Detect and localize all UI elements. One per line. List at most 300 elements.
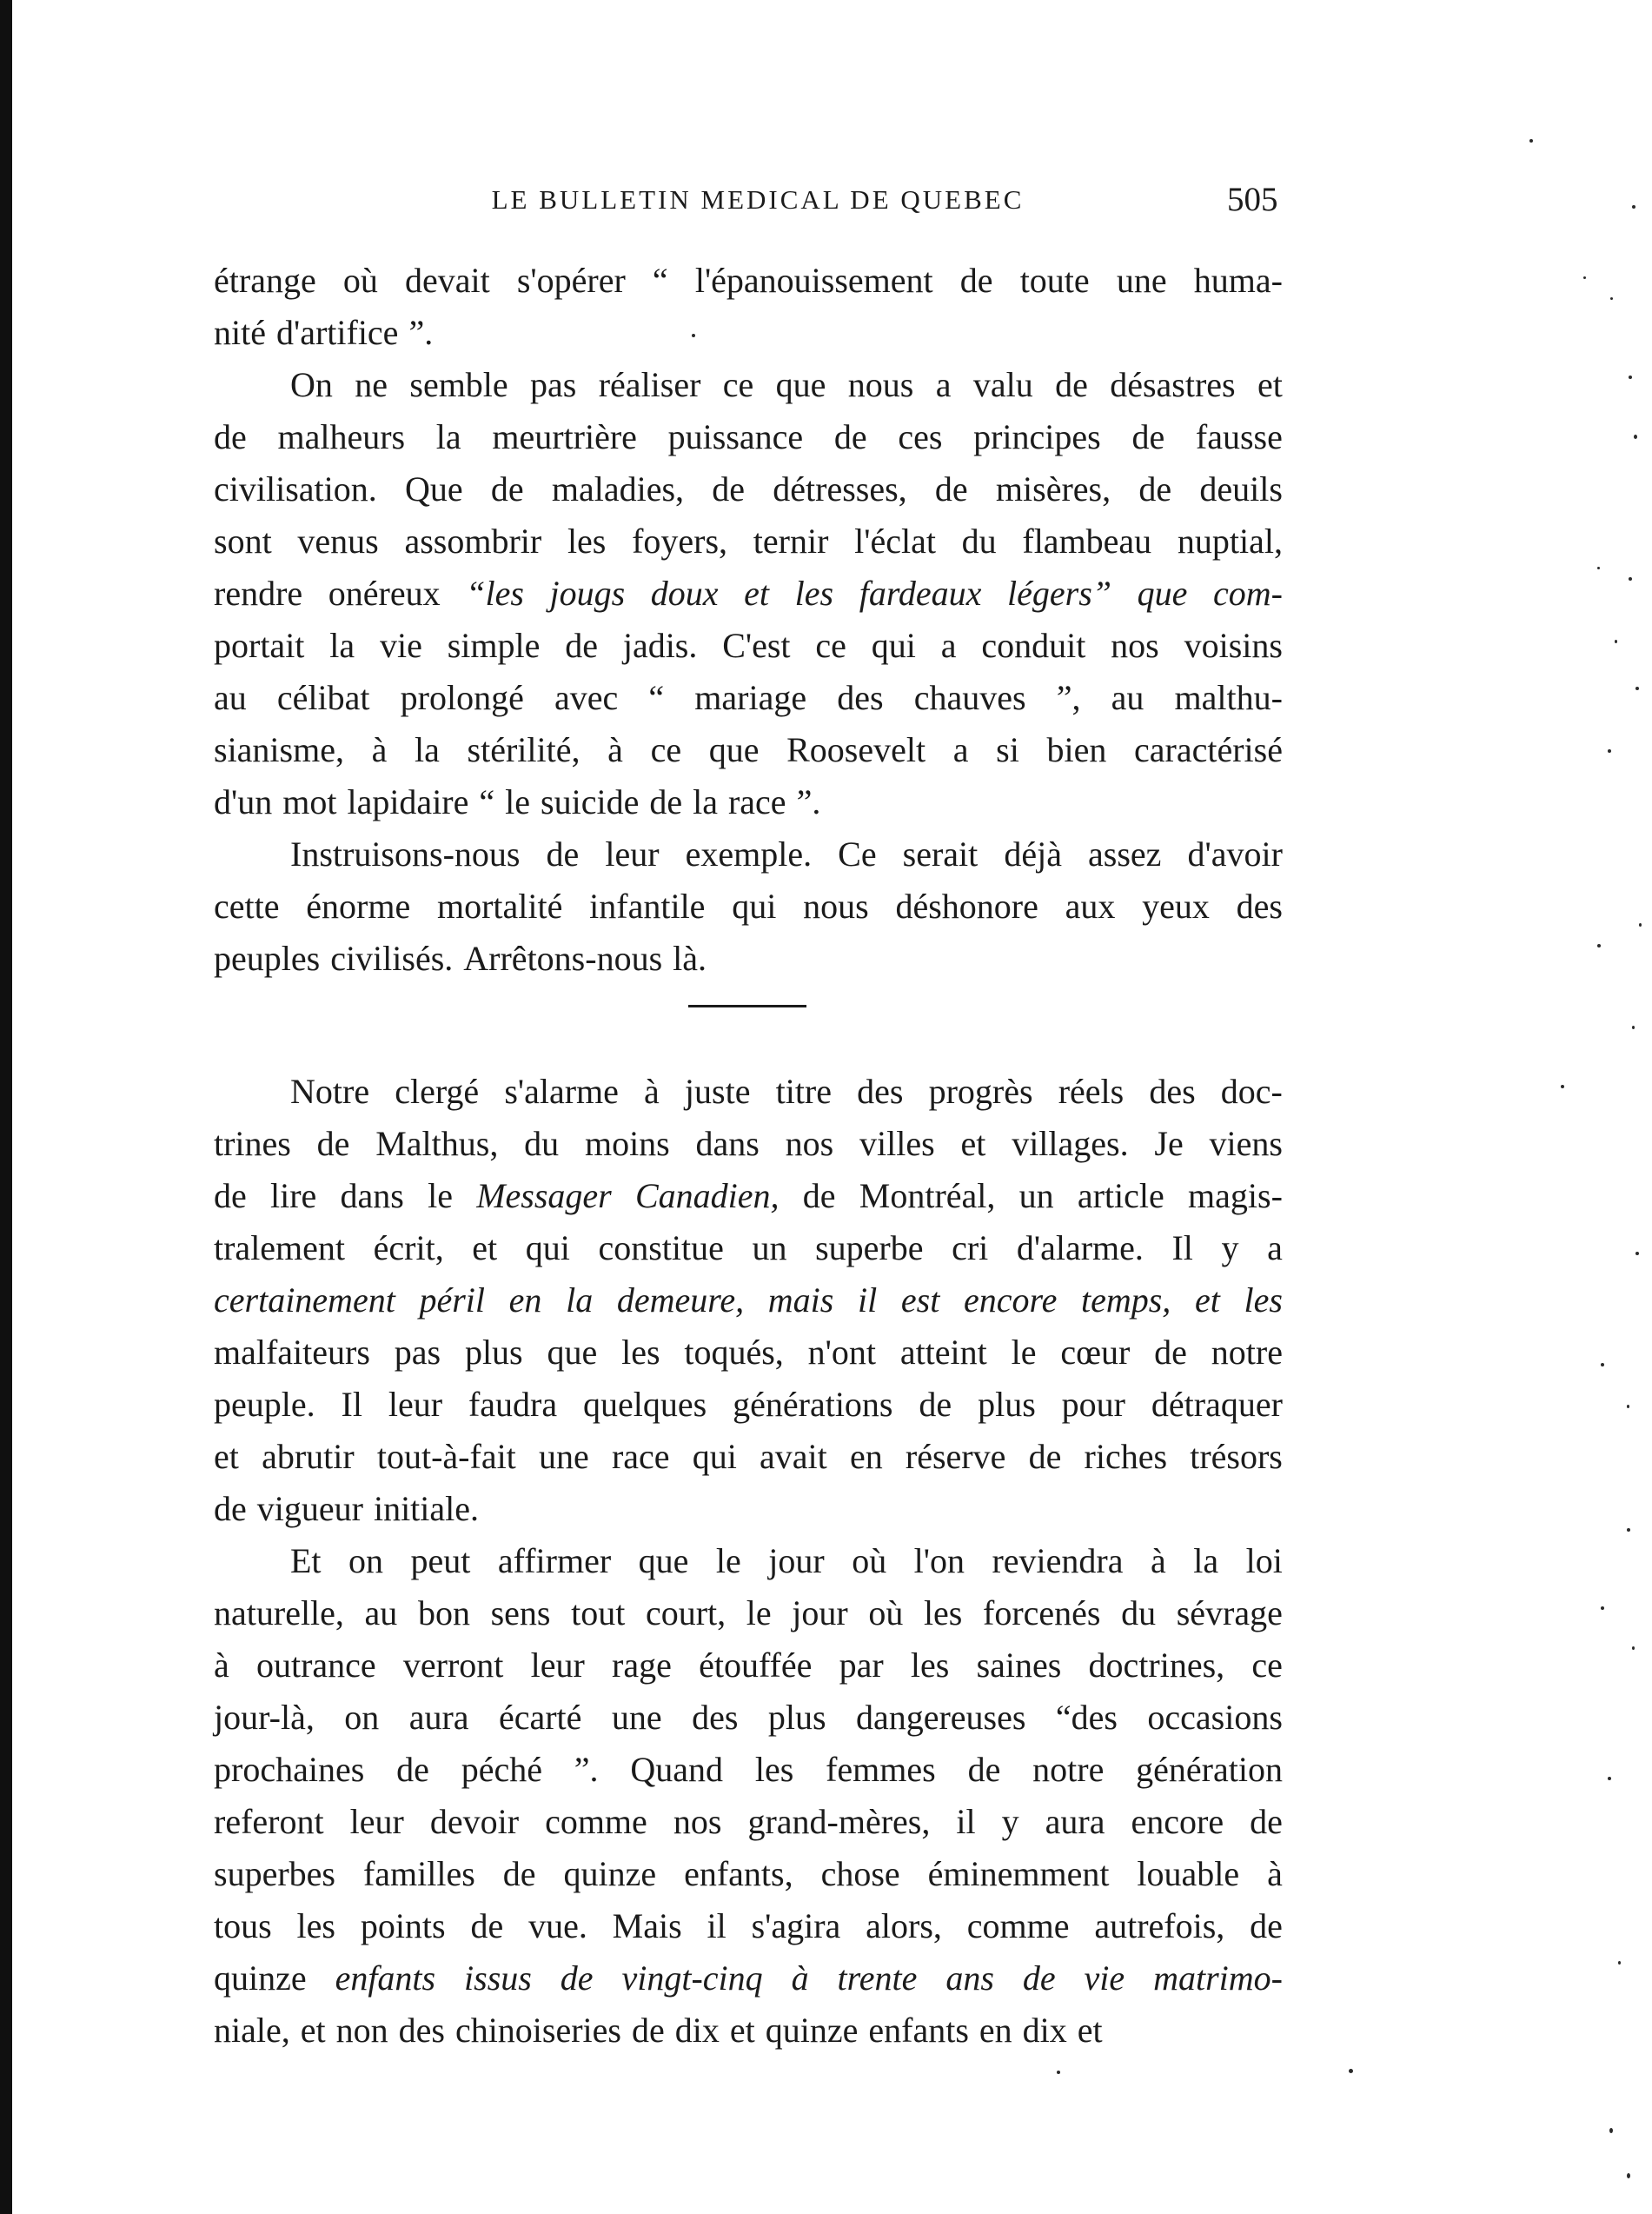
word: encore <box>963 1280 1058 1320</box>
word: s'alarme <box>504 1072 619 1111</box>
word: rage <box>612 1646 672 1685</box>
word: ”, <box>1056 678 1081 717</box>
word: qui <box>525 1228 570 1267</box>
word: à <box>644 1072 660 1111</box>
word: serait <box>902 834 979 874</box>
word: vie <box>379 626 422 665</box>
word: génération <box>1136 1750 1283 1789</box>
word: de <box>1138 469 1172 509</box>
word: de <box>502 1854 536 1893</box>
word: de <box>214 417 247 456</box>
word: désastres <box>1110 365 1236 404</box>
word: malheurs <box>277 417 406 456</box>
word: reviendra <box>992 1541 1124 1580</box>
word: mais <box>767 1280 834 1320</box>
word: mortalité <box>436 887 563 926</box>
word: ce <box>650 730 682 769</box>
text-line <box>214 1900 1283 1952</box>
word: il <box>956 1802 976 1841</box>
word: conduit <box>981 626 1086 665</box>
word: bien <box>1046 730 1107 769</box>
word: le <box>505 782 531 821</box>
word: enfants <box>335 1958 436 1998</box>
text-line <box>214 1170 1283 1222</box>
word: bon <box>417 1593 470 1632</box>
word: de <box>1131 417 1165 456</box>
word: de <box>1154 1333 1187 1372</box>
word: le <box>746 1593 772 1632</box>
word: assombrir <box>404 522 542 561</box>
word: et <box>1257 365 1283 404</box>
word: jadis. <box>622 626 698 665</box>
word: qui <box>871 626 916 665</box>
word: ce <box>722 365 754 404</box>
word: il <box>707 1906 726 1945</box>
word: assez <box>1088 834 1162 874</box>
word: de <box>959 261 993 300</box>
paragraph <box>214 1066 1283 1535</box>
word: peuple. <box>214 1385 315 1424</box>
word: quinze <box>214 1958 307 1998</box>
word: de <box>632 2011 665 2050</box>
word: nos <box>673 1802 722 1841</box>
word: Notre <box>290 1072 370 1111</box>
word: “ <box>479 782 495 821</box>
word: la <box>1193 1541 1219 1580</box>
word: trente <box>837 1958 918 1998</box>
text-line <box>214 828 1283 881</box>
word: de <box>1028 1437 1062 1476</box>
word: les <box>910 1646 950 1685</box>
word: vue. <box>528 1906 587 1945</box>
word: cette <box>214 887 280 926</box>
word: nos <box>785 1124 834 1163</box>
word: réaliser <box>598 365 701 404</box>
word: foyers, <box>632 522 728 561</box>
word: que <box>708 730 760 769</box>
word: des <box>857 1072 904 1111</box>
text-line <box>214 1952 1283 2005</box>
word: plus <box>464 1333 523 1372</box>
paragraph <box>214 359 1283 828</box>
word: nos <box>1111 626 1159 665</box>
word: générations <box>733 1385 893 1424</box>
word: puissance <box>667 417 804 456</box>
word: un <box>1018 1176 1054 1215</box>
word: et <box>214 1437 239 1476</box>
word: mariage <box>694 678 807 717</box>
text-line <box>214 515 1283 568</box>
word: nité <box>214 313 266 352</box>
word: semble <box>409 365 508 404</box>
word: on <box>348 1541 384 1580</box>
word: malfaiteurs <box>214 1333 370 1372</box>
word: que <box>547 1333 598 1372</box>
word: si <box>996 730 1019 769</box>
word: non <box>335 2011 388 2050</box>
word: a <box>935 365 952 404</box>
text-line <box>214 1379 1283 1431</box>
word: ”. <box>796 782 821 821</box>
word: d'un <box>214 782 273 821</box>
word: que <box>1137 574 1188 613</box>
word: à <box>791 1958 809 1998</box>
word: “les <box>466 574 524 613</box>
section-divider-rule <box>688 1005 806 1007</box>
word: le <box>715 1541 741 1580</box>
word: outrance <box>255 1646 376 1685</box>
text-line <box>214 1431 1283 1483</box>
word: matrimo- <box>1153 1958 1283 1998</box>
word: dans <box>340 1176 404 1215</box>
word: chauves <box>913 678 1026 717</box>
word: célibat <box>276 678 370 717</box>
word: de <box>565 626 598 665</box>
word: ne <box>355 365 388 404</box>
text-line <box>214 1692 1283 1744</box>
paragraph <box>214 1535 1283 2057</box>
word: à <box>607 730 623 769</box>
word: notre <box>1032 1750 1105 1789</box>
word: réels <box>1058 1072 1125 1111</box>
word: écrit, <box>373 1228 444 1267</box>
word: vingt-cinq <box>621 1958 763 1998</box>
page-number: 505 <box>1227 181 1278 218</box>
word: quinze <box>765 2011 859 2050</box>
word: Malthus, <box>375 1124 499 1163</box>
word: un <box>752 1228 787 1267</box>
word: à <box>1267 1854 1283 1893</box>
word: de <box>1250 1906 1283 1945</box>
text-line <box>214 255 1283 307</box>
word: étrange <box>214 261 316 300</box>
text-line <box>214 1326 1283 1379</box>
word: péril <box>419 1280 486 1320</box>
word: la <box>415 730 440 769</box>
word: pas <box>394 1333 441 1372</box>
word: jour <box>768 1541 825 1580</box>
word: une <box>538 1437 589 1476</box>
word: leur <box>388 1385 443 1424</box>
binding-edge <box>0 0 12 2214</box>
word: dangereuses <box>855 1698 1026 1737</box>
word: réserve <box>905 1437 1006 1476</box>
section-divider <box>214 985 1283 1066</box>
word: avait <box>760 1437 827 1476</box>
word: demeure, <box>616 1280 745 1320</box>
word: plus <box>978 1385 1036 1424</box>
text-line <box>214 724 1283 776</box>
word: quinze <box>563 1854 657 1893</box>
word: de <box>712 469 746 509</box>
word: juste <box>684 1072 751 1111</box>
word: du <box>1121 1593 1157 1632</box>
word: Roosevelt <box>786 730 926 769</box>
word: d'avoir <box>1187 834 1283 874</box>
word: où <box>342 261 378 300</box>
word: ”. <box>574 1750 599 1789</box>
word: à <box>214 1646 229 1685</box>
text-line <box>214 776 1283 828</box>
word: à <box>371 730 388 769</box>
word: autrefois, <box>1094 1906 1225 1945</box>
word: villes <box>859 1124 935 1163</box>
text-line <box>214 672 1283 724</box>
word: de <box>833 417 867 456</box>
word: Instruisons-nous <box>290 834 521 874</box>
word: enfants <box>868 2011 969 2050</box>
word: Que <box>405 469 463 509</box>
word: et <box>300 2011 326 2050</box>
text-line <box>214 1848 1283 1900</box>
word: race <box>727 782 786 821</box>
text-line <box>214 568 1283 620</box>
word: mot <box>282 782 337 821</box>
word: énorme <box>306 887 411 926</box>
word: et <box>472 1228 498 1267</box>
word: familles <box>362 1854 475 1893</box>
word: femmes <box>826 1750 936 1789</box>
word: de <box>919 1385 952 1424</box>
word: ce <box>815 626 846 665</box>
word: éminemment <box>927 1854 1110 1893</box>
word: le <box>428 1176 453 1215</box>
word: le <box>1011 1333 1037 1372</box>
word: naturelle, <box>214 1593 344 1632</box>
word: la <box>435 417 461 456</box>
word: jougs <box>549 574 626 613</box>
word: jour <box>792 1593 848 1632</box>
word: trésors <box>1190 1437 1283 1476</box>
word: tout <box>571 1593 626 1632</box>
word: aux <box>1065 887 1116 926</box>
word: voisins <box>1184 626 1283 665</box>
word: étouffée <box>699 1646 813 1685</box>
word: lapidaire <box>347 782 469 821</box>
word: flambeau <box>1022 522 1152 561</box>
word: initiale. <box>373 1489 480 1528</box>
word: infantile <box>589 887 706 926</box>
word: comme <box>545 1802 647 1841</box>
word: villages. <box>1012 1124 1129 1163</box>
word: s'agira <box>751 1906 841 1945</box>
word: onéreux <box>328 574 441 613</box>
word: de <box>316 1124 350 1163</box>
word: de <box>546 834 580 874</box>
text-line <box>214 1274 1283 1326</box>
text-line <box>214 1535 1283 1587</box>
word: enfants, <box>684 1854 793 1893</box>
word: n'ont <box>807 1333 876 1372</box>
word: constitue <box>598 1228 724 1267</box>
paragraph <box>214 255 1283 359</box>
word: peuples <box>214 939 321 978</box>
word: ce <box>1251 1646 1283 1685</box>
text-line <box>214 411 1283 463</box>
word: détraquer <box>1151 1385 1283 1424</box>
word: maladies, <box>551 469 685 509</box>
word: est <box>900 1280 940 1320</box>
word: déjà <box>1004 834 1062 874</box>
word: doc- <box>1220 1072 1283 1111</box>
word: de <box>214 1489 247 1528</box>
word: où <box>852 1541 887 1580</box>
text-line <box>214 1066 1283 1118</box>
word: des <box>1236 887 1283 926</box>
word: pas <box>530 365 577 404</box>
word: ternir <box>753 522 829 561</box>
word: que <box>638 1541 689 1580</box>
word: de <box>396 1750 429 1789</box>
word: louable <box>1137 1854 1240 1893</box>
word: s'opérer <box>516 261 626 300</box>
word: par <box>839 1646 884 1685</box>
word: “ <box>648 678 665 717</box>
word: de <box>934 469 968 509</box>
word: progrès <box>928 1072 1033 1111</box>
word: alors, <box>866 1906 942 1945</box>
text-line <box>214 1744 1283 1796</box>
word: encore <box>1131 1802 1224 1841</box>
word: de <box>967 1750 1001 1789</box>
word: qui <box>732 887 777 926</box>
word: et <box>960 1124 986 1163</box>
word: a <box>1267 1228 1283 1267</box>
word: “des <box>1055 1698 1118 1737</box>
word: les <box>1244 1280 1283 1320</box>
word: de <box>214 1176 247 1215</box>
word: de <box>1055 365 1088 404</box>
word: on <box>344 1698 380 1737</box>
word: forcenés <box>983 1593 1101 1632</box>
word: écarté <box>498 1698 582 1737</box>
word: magis- <box>1188 1176 1283 1215</box>
word: et <box>1194 1280 1220 1320</box>
word: nuptial, <box>1177 522 1283 561</box>
word: riches <box>1084 1437 1168 1476</box>
word: Canadien, <box>634 1176 780 1215</box>
word: légers” <box>1007 574 1112 613</box>
paragraph <box>214 828 1283 985</box>
word: et <box>729 2011 755 2050</box>
word: article <box>1077 1176 1164 1215</box>
word: des <box>837 678 884 717</box>
word: au <box>214 678 247 717</box>
word: Mais <box>612 1906 682 1945</box>
word: vigueur <box>256 1489 363 1528</box>
word: et <box>1077 2011 1103 2050</box>
word: issus <box>464 1958 532 1998</box>
word: devoir <box>429 1802 520 1841</box>
word: du <box>961 522 997 561</box>
word: Je <box>1154 1124 1184 1163</box>
word: qui <box>692 1437 737 1476</box>
word: péché <box>461 1750 542 1789</box>
word: y <box>1001 1802 1019 1841</box>
word: aura <box>1045 1802 1105 1841</box>
word: en <box>849 1437 883 1476</box>
word: nous <box>847 365 914 404</box>
word: abrutir <box>262 1437 355 1476</box>
word: chinoiseries <box>454 2011 621 2050</box>
word: Et <box>290 1541 322 1580</box>
word: les <box>754 1750 794 1789</box>
word: les <box>296 1906 335 1945</box>
word: C'est <box>722 626 791 665</box>
word: cri <box>952 1228 989 1267</box>
word: superbe <box>815 1228 924 1267</box>
word: pour <box>1061 1385 1125 1424</box>
word: superbes <box>214 1854 335 1893</box>
word: a <box>952 730 969 769</box>
word: que <box>775 365 826 404</box>
word: l'éclat <box>854 522 936 561</box>
word: une <box>1116 261 1167 300</box>
word: principes <box>973 417 1101 456</box>
word: niale, <box>214 2011 290 2050</box>
text-line <box>214 1587 1283 1639</box>
word: des <box>692 1698 739 1737</box>
word: en <box>979 2011 1012 2050</box>
word: les <box>794 574 834 613</box>
word: prochaines <box>214 1750 365 1789</box>
word: toute <box>1019 261 1090 300</box>
word: devait <box>404 261 490 300</box>
word: au <box>1111 678 1144 717</box>
word: en <box>508 1280 542 1320</box>
word: d'alarme. <box>1016 1228 1144 1267</box>
text-line <box>214 2005 1283 2057</box>
word: trines <box>214 1124 291 1163</box>
body-text <box>214 255 1283 2057</box>
word: de <box>1022 1958 1056 1998</box>
word: toqués, <box>684 1333 784 1372</box>
word: civilisation. <box>214 469 377 509</box>
text-line <box>214 1483 1283 1535</box>
word: civilisés. <box>330 939 454 978</box>
word: il <box>858 1280 878 1320</box>
word: une <box>611 1698 662 1737</box>
word: saines <box>976 1646 1062 1685</box>
word: suicide <box>541 782 640 821</box>
text-line <box>214 1796 1283 1848</box>
word: Montréal, <box>859 1176 996 1215</box>
word: les <box>621 1333 660 1372</box>
text-line <box>214 359 1283 411</box>
word: Il <box>1171 1228 1193 1267</box>
word: meurtrière <box>492 417 637 456</box>
word: lire <box>270 1176 317 1215</box>
word: viens <box>1209 1124 1283 1163</box>
word: a <box>940 626 957 665</box>
word: des <box>398 2011 445 2050</box>
word: faudra <box>468 1385 558 1424</box>
word: jour-là, <box>214 1698 315 1737</box>
word: aura <box>408 1698 469 1737</box>
word: des <box>1149 1072 1196 1111</box>
word: misères, <box>995 469 1111 509</box>
word: Ce <box>838 834 877 874</box>
text-line <box>214 307 1283 359</box>
word: tous <box>214 1906 272 1945</box>
text-line <box>214 1118 1283 1170</box>
word: l'épanouissement <box>694 261 933 300</box>
word: titre <box>775 1072 833 1111</box>
text-line <box>214 1639 1283 1692</box>
word: de <box>649 782 683 821</box>
word: nous <box>803 887 869 926</box>
word: moins <box>584 1124 670 1163</box>
